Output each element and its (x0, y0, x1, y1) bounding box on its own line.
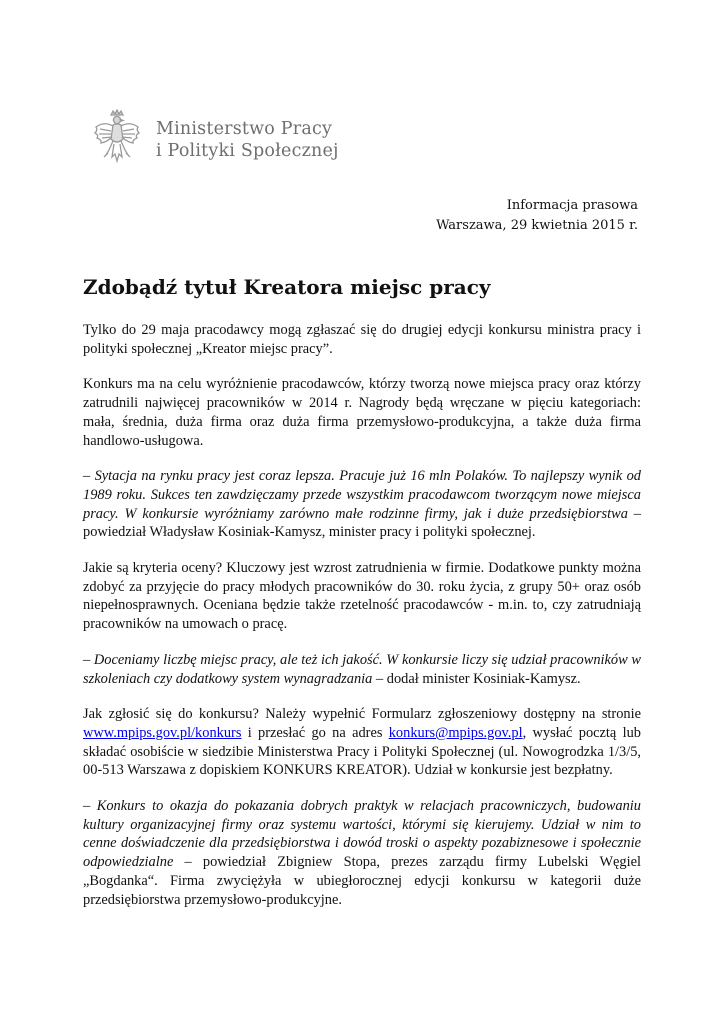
paragraph-text: , wysłać pocztą lub składać osobiście w siedzibie Ministerstwa Pracy i Polityki Społecznej (ul. Nowogrodzka 1/3/5, 00-513 Warszawa z dopiskiem KONKURS KREATOR). Udział w konkursie jest bezpłatny. (83, 724, 641, 779)
paragraph-minister-quote-2 (83, 651, 641, 688)
quote-text: – Sytacja na rynku pracy jest coraz lepsza. Pracuje już 16 mln Polaków. To najlepszy wynik od 1989 roku. Sukces ten zawdzięczamy przede wszystkim pracodawcom tworzącym nowe miejsca pracy. W konkursie wyróżniamy zarówno małe rodzinne firmy, jak i duże przedsiębiorstwa (83, 468, 641, 522)
paragraph-text: Jak zgłosić się do konkursu? Należy wypełnić Formularz zgłoszeniowy dostępny na stronie (83, 706, 641, 723)
ministry-logo (92, 109, 339, 171)
paragraph-minister-quote (83, 467, 641, 542)
document-type: Informacja prasowa (506, 198, 638, 213)
ministry-name (156, 118, 339, 162)
quote-attribution: – dodał minister Kosiniak-Kamysz. (372, 670, 581, 687)
paragraph-how-to-apply (83, 705, 641, 780)
paragraph-text: i przesłać go na adres (241, 724, 389, 741)
contest-email-link[interactable]: konkurs@mpips.gov.pl (388, 724, 523, 741)
contest-website-link[interactable]: www.mpips.gov.pl/konkurs (83, 724, 242, 741)
quote-attribution: – powiedział Zbigniew Stopa, prezes zarządu firmy Lubelski Węgiel „Bogdanka“. Firma zwyciężyła w ubiegłorocznej edycji konkursu w kategorii duże przedsiębiorstwa przemysłowo-produkcyjne. (83, 854, 641, 908)
place-date: Warszawa, 29 kwietnia 2015 r. (436, 218, 638, 233)
paragraph-criteria: Jakie są kryteria oceny? Kluczowy jest wzrost zatrudnienia w firmie. Dodatkowe punkty można zdobyć za przyjęcie do pracy młodych pracowników do 30. roku życia, z grupy 50+ oraz osób niepełnosprawnych. Oceniana będzie także rzetelność pracodawców - m.in. to, czy zatrudniają pracowników na umowach o pracę. (83, 560, 641, 633)
quote-attribution: – powiedział Władysław Kosiniak-Kamysz, minister pracy i polityki społecznej. (83, 505, 641, 541)
page-title: Zdobądź tytuł Kreatora miejsc pracy (83, 275, 491, 299)
paragraph-bogdanka-quote (83, 797, 641, 909)
ministry-name-line1: Ministerstwo Pracy (156, 119, 333, 139)
quote-text: – Konkurs to okazja do pokazania dobrych praktyk w relacjach pracowniczych, budowaniu kultury organizacyjnej firmy oraz systemu wartości, którymi się kierujemy. Udział w nim to cenne doświadczenie dla przedsiębiorstwa i dowód troski o aspekty pozabiznesowe i społecznie odpowiedzialne (83, 798, 641, 871)
ministry-name-line2: i Polityki Społecznej (156, 141, 339, 161)
quote-text: – Doceniamy liczbę miejsc pracy, ale też ich jakość. W konkursie liczy się udział pracowników w szkoleniach czy dodatkowy system wynagradzania (83, 651, 641, 687)
article-body (83, 321, 641, 926)
paragraph-contest-goal: Konkurs ma na celu wyróżnienie pracodawców, którzy tworzą nowe miejsca pracy oraz którzy zatrudnili najwięcej pracowników w 2014 r. Nagrody będą wręczane w pięciu kategoriach: mała, średnia, duża firma oraz duża firma przemysłowo-produkcyjna, a także duża firma handlowo-usługowa. (83, 376, 641, 449)
eagle-emblem-icon (92, 109, 142, 171)
press-meta (436, 196, 638, 236)
paragraph-intro: Tylko do 29 maja pracodawcy mogą zgłaszać się do drugiej edycji konkursu ministra pracy i polityki społecznej „Kreator miejsc pracy”. (83, 322, 641, 357)
